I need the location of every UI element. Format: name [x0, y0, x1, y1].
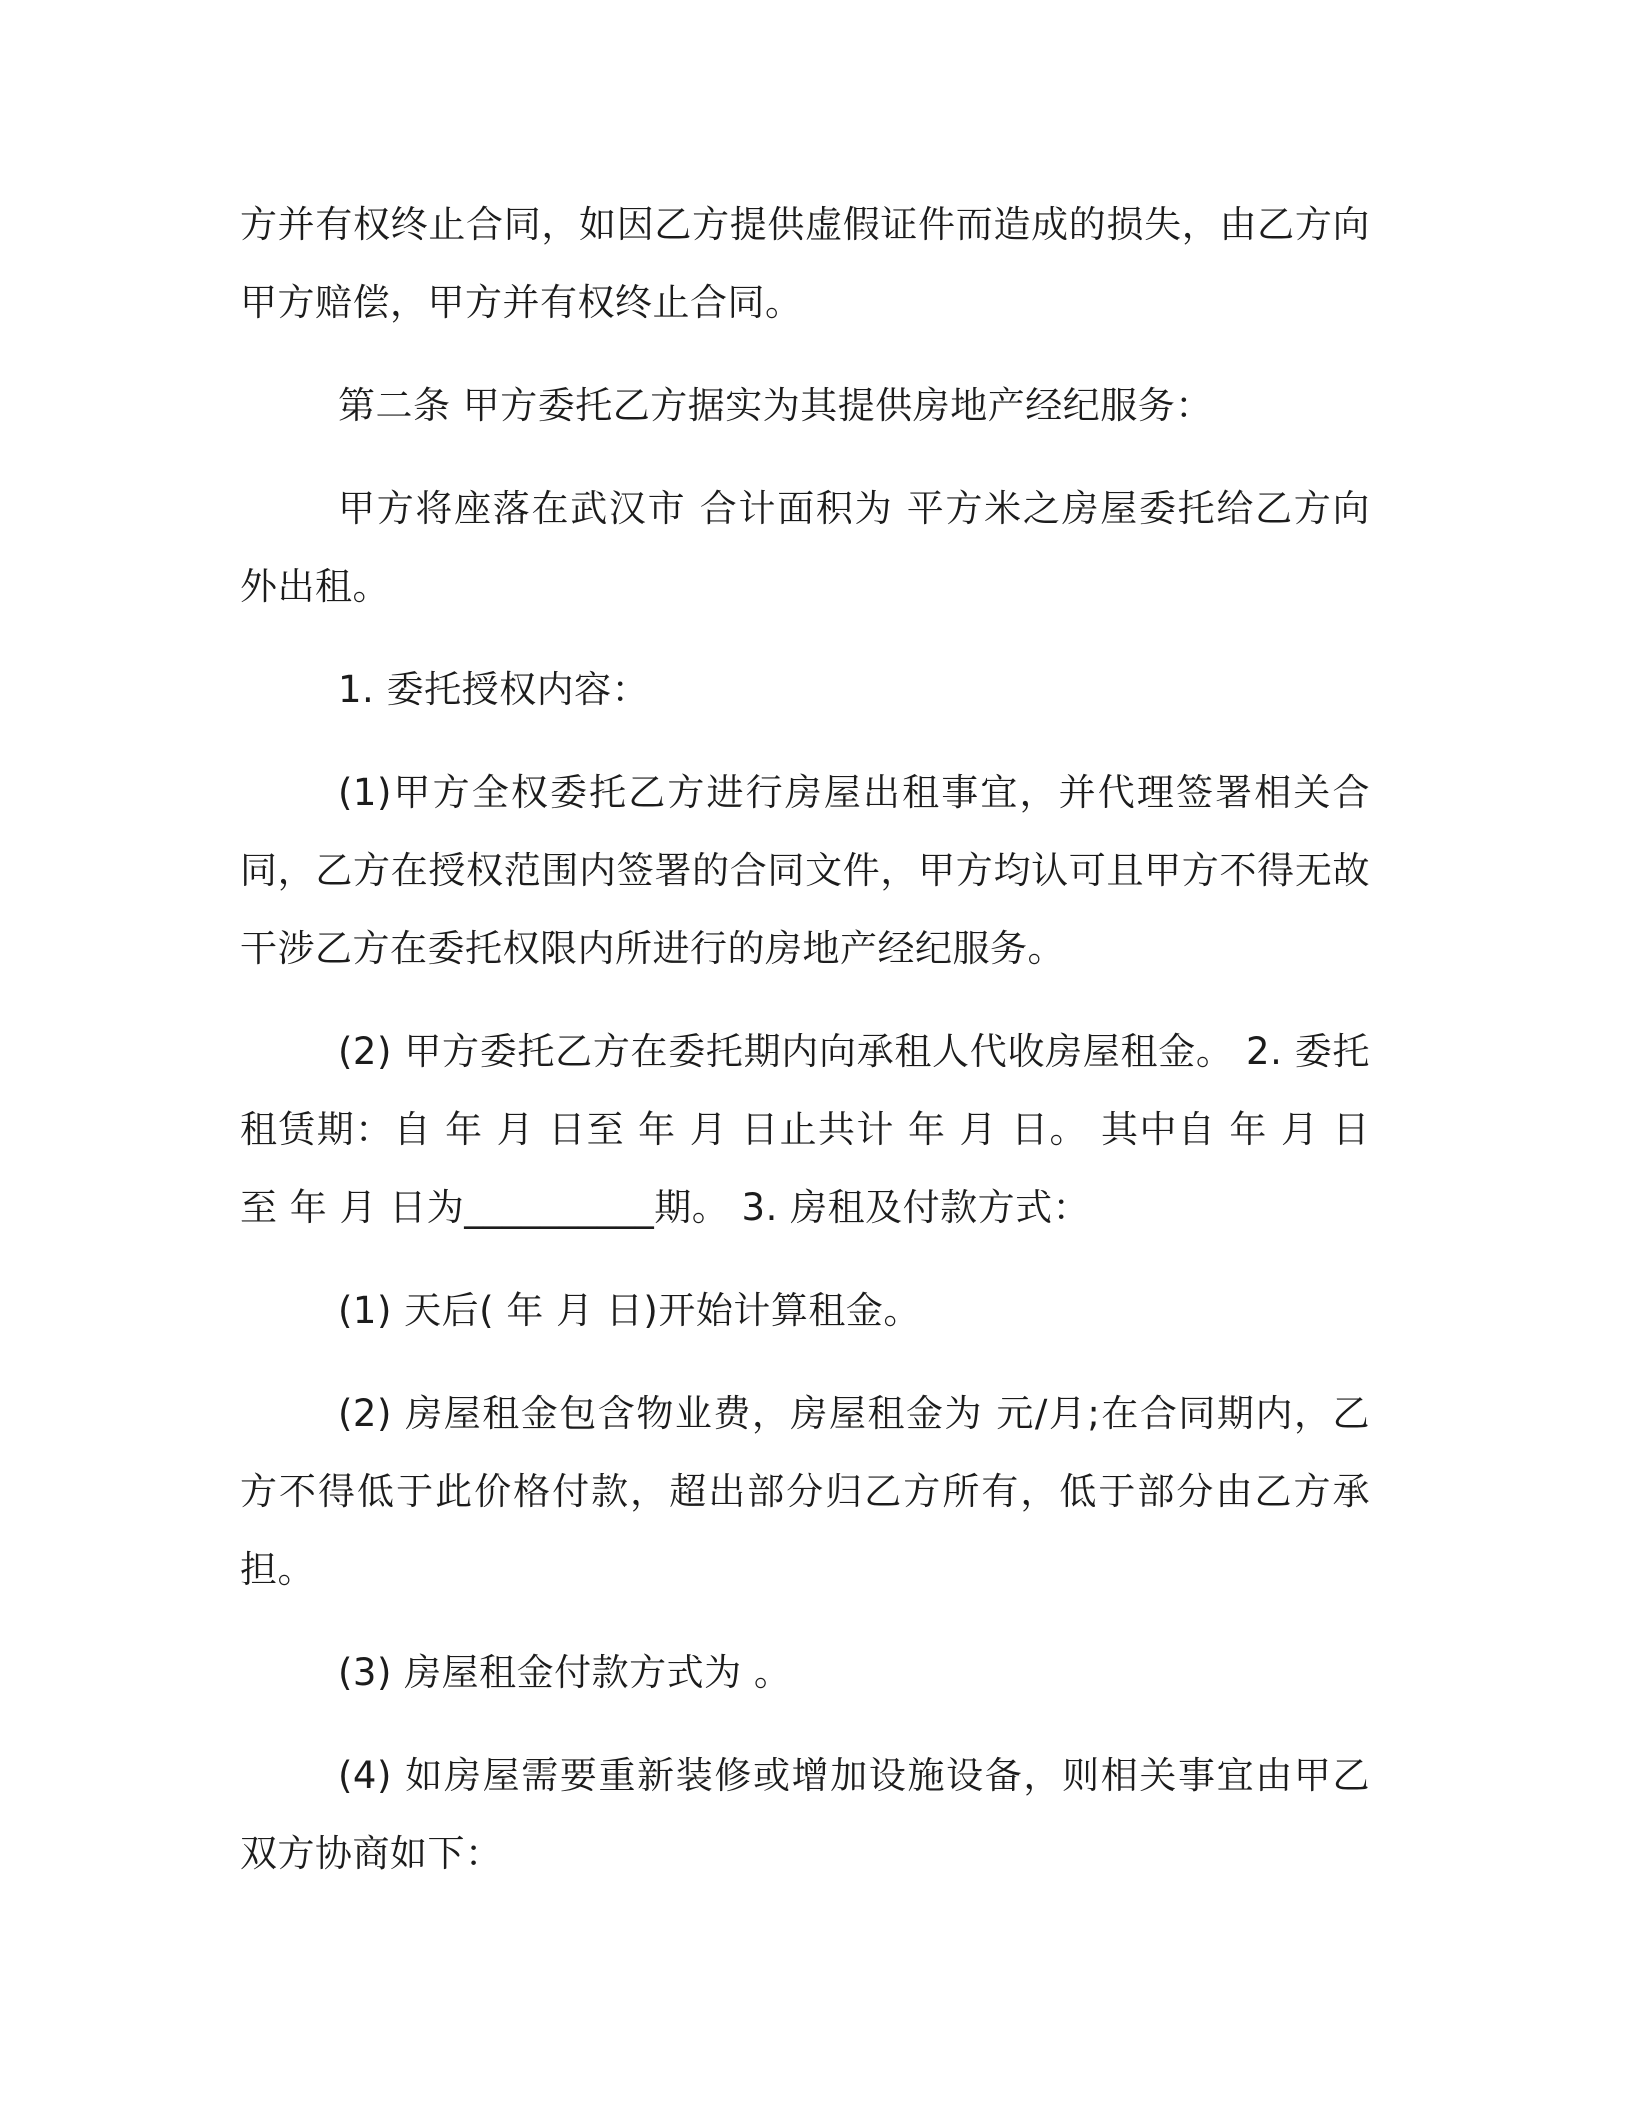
paragraph-payment-method: (3) 房屋租金付款方式为 。	[338, 1651, 792, 1694]
paragraph-article-two: 第二条 甲方委托乙方据实为其提供房地产经纪服务：	[338, 384, 1213, 427]
paragraph-authorization-1: (1)甲方全权委托乙方进行房屋出租事宜，并代理签署相关合同，乙方在授权范围内签署的合同文件，甲方均认可且甲方不得无故干涉乙方在委托权限内所进行的房地产经纪服务。	[240, 771, 1370, 970]
paragraph-rent-amount: (2) 房屋租金包含物业费，房屋租金为 元/月;在合同期内，乙方不得低于此价格付款，超出部分归乙方所有，低于部分由乙方承担。	[240, 1392, 1370, 1591]
paragraph-renovation: (4) 如房屋需要重新装修或增加设施设备，则相关事宜由甲乙双方协商如下：	[240, 1754, 1370, 1875]
paragraph-continuation: 方并有权终止合同，如因乙方提供虚假证件而造成的损失，由乙方向甲方赔偿，甲方并有权终止合同。	[240, 203, 1370, 324]
paragraph-authorization-2-term-payment: (2) 甲方委托乙方在委托期内向承租人代收房屋租金。 2. 委托租赁期：自 年 月 日至 年 月 日止共计 年 月 日。 其中自 年 月 日至 年 月 日为__________期。 3. 房租及付款方式：	[240, 1030, 1370, 1229]
paragraph-property-location: 甲方将座落在武汉市 合计面积为 平方米之房屋委托给乙方向外出租。	[240, 487, 1370, 608]
paragraph-authorization-heading: 1. 委托授权内容：	[338, 668, 650, 711]
paragraph-rent-start: (1) 天后( 年 月 日)开始计算租金。	[338, 1289, 921, 1332]
contract-body	[240, 186, 1370, 1918]
